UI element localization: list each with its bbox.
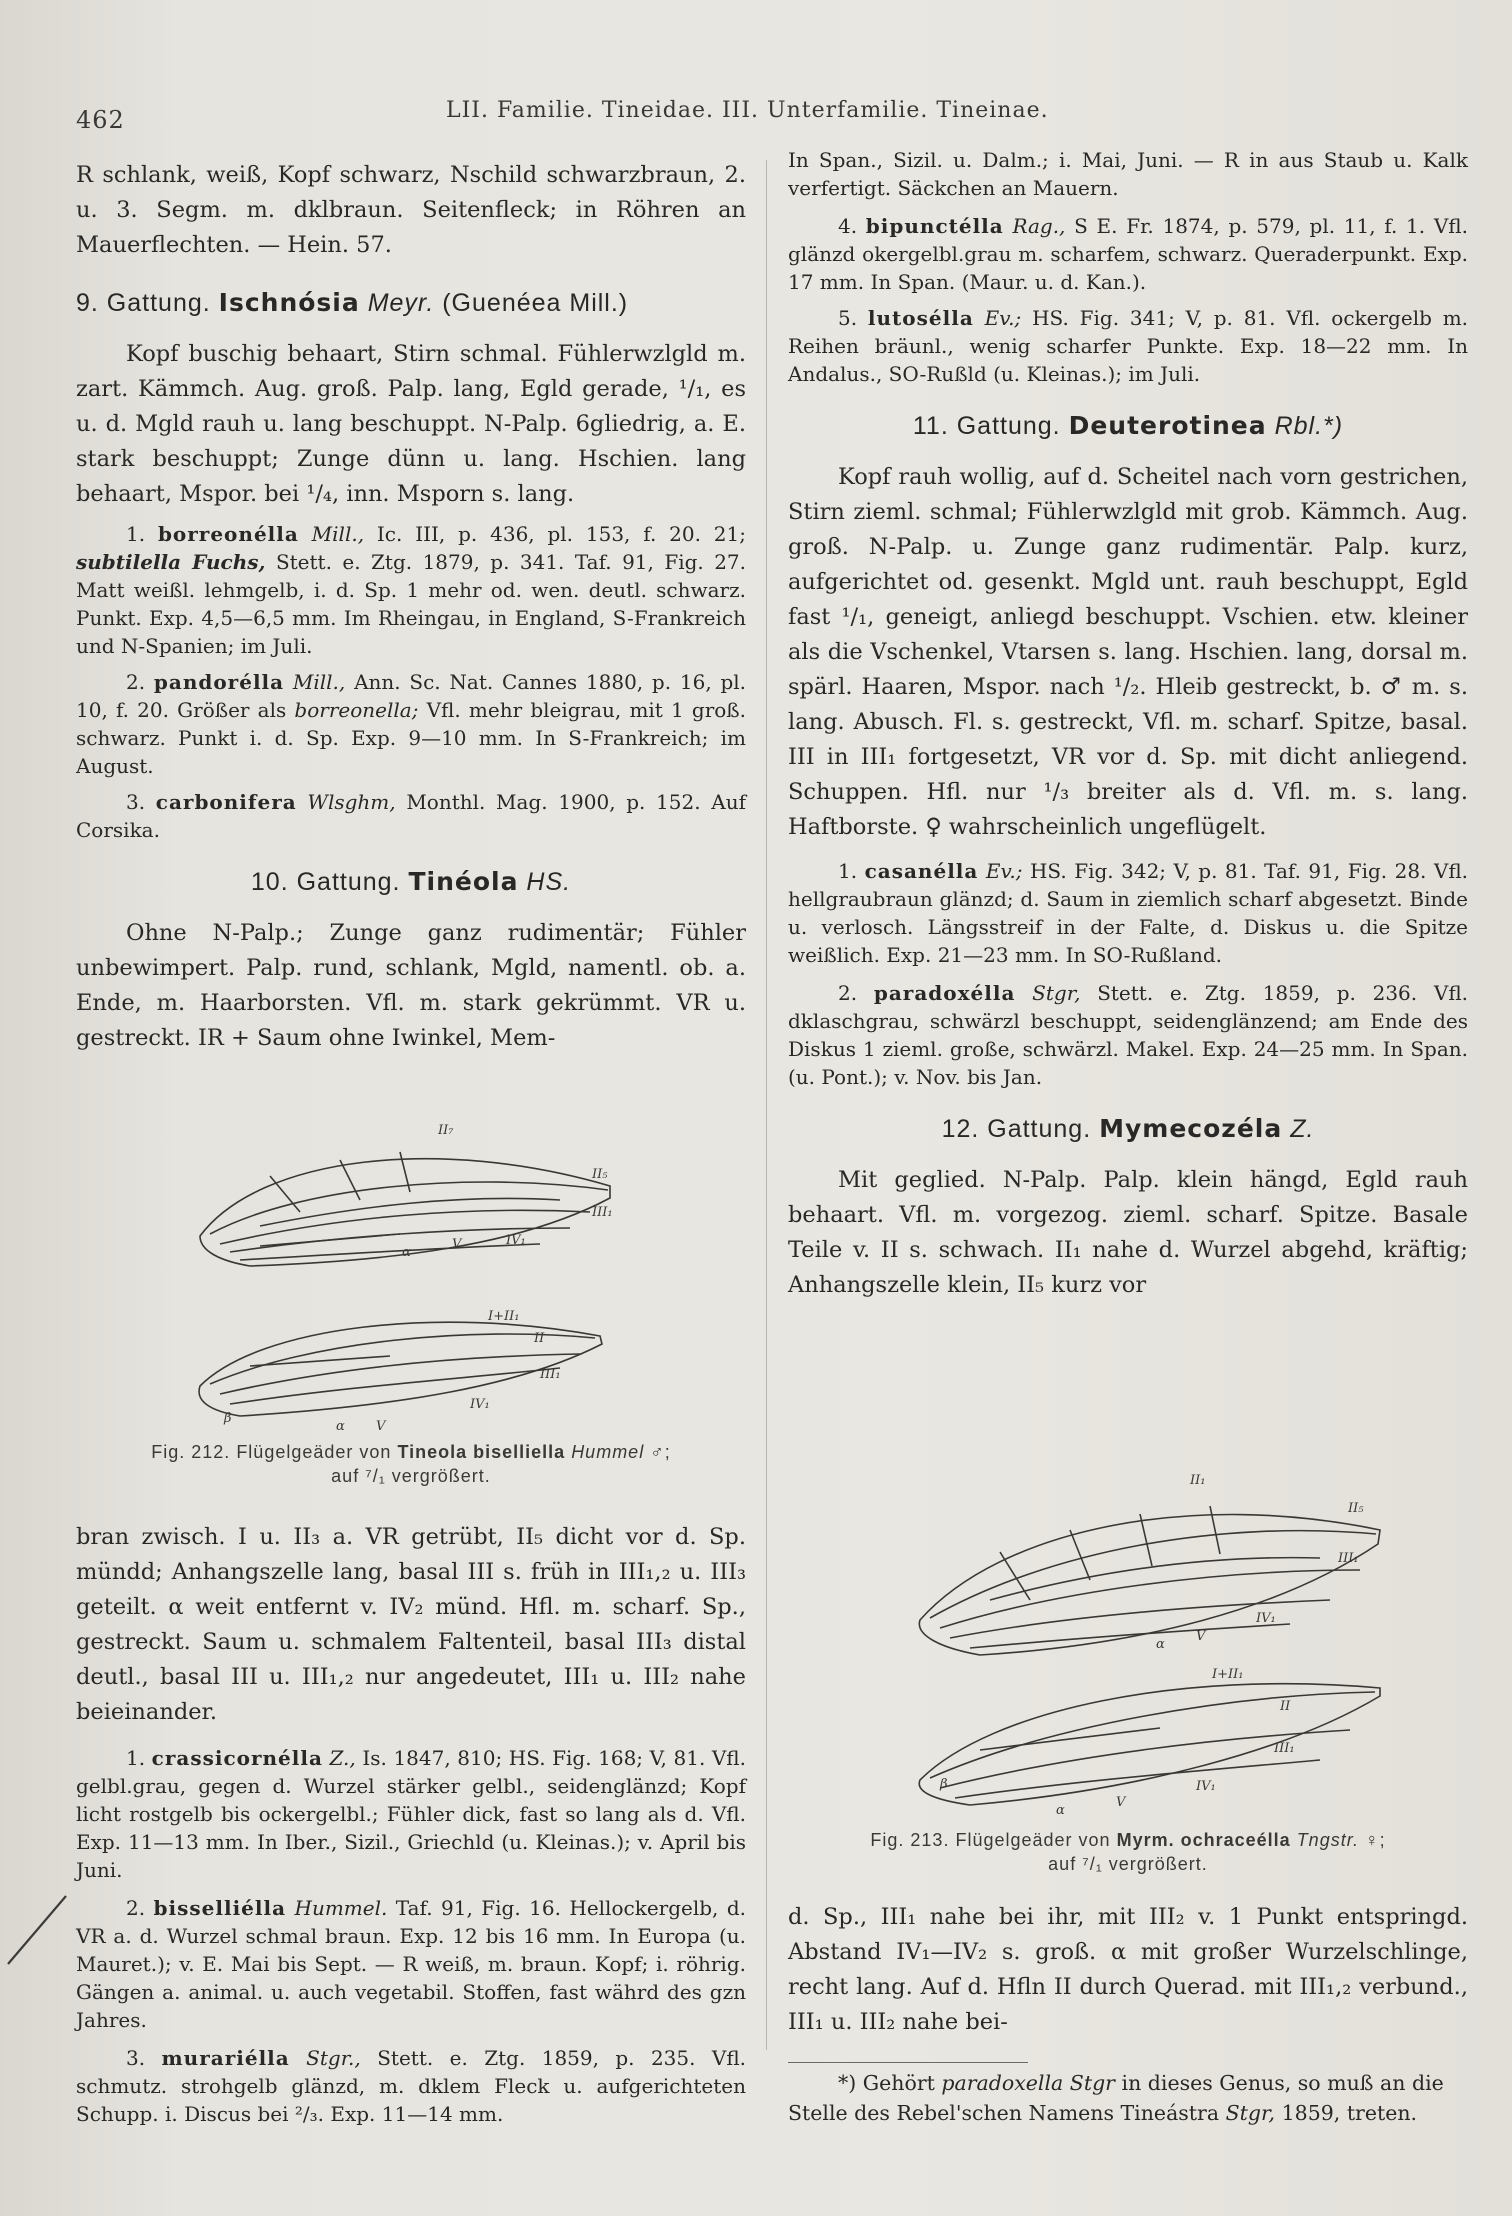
left-column: [76, 158, 746, 1056]
figure-caption: Fig. 212. Flügelgeäder von Tineola biselliella Hummel ♂; auf ⁷/₁ vergrößert.: [151, 1442, 671, 1486]
vein-label: α: [1056, 1803, 1065, 1818]
species-entry: 1. borreonélla Mill., Ic. III, p. 436, pl. 153, f. 20. 21; subtilella Fuchs, Stett. e. Ztg. 1879, p. 341. Taf. 91, Fig. 27. Matt weißl. lehmgelb, i. d. Sp. 1 mehr od. wen. deutl. schwarz. Punkt. Exp. 4,5—6,5 mm. Im Rheingau, in England, S-Frankreich und N-Spanien; im Juli.: [76, 522, 747, 658]
vein-label: β: [940, 1777, 948, 1792]
vein-label: II₅: [592, 1167, 608, 1182]
genus-heading: 11. Gattung. Deuterotinea Rbl.*): [912, 411, 1344, 440]
right-column: [788, 146, 1468, 1303]
vein-label: V: [1196, 1629, 1206, 1644]
figure-212: [140, 1116, 640, 1444]
wing-venation-diagram: [140, 1116, 640, 1444]
vein-label: III₁: [1338, 1551, 1359, 1566]
genus-heading: 12. Gattung. Mymecozéla Z.: [941, 1114, 1315, 1143]
vein-label: α: [1156, 1637, 1165, 1652]
figure-213: [860, 1470, 1420, 1820]
vein-label: IV₁: [470, 1397, 490, 1412]
genus-description: Mit geglied. N-Palp. Palp. klein hängd, Egld rauh behaart. Vfl. m. vorgezog. zieml. scharf. Spitze. Basale Teile v. II s. schwach. II₁ nahe d. Wurzel abgehd, kräftig; Anhangszelle klein, II₅ kurz vor: [788, 1167, 1468, 1298]
figure-caption: Fig. 213. Flügelgeäder von Myrm. ochraceélla Tngstr. ♀; auf ⁷/₁ vergrößert.: [870, 1830, 1386, 1874]
vein-label: I+II₁: [1212, 1667, 1244, 1682]
vein-label: II: [534, 1331, 545, 1346]
species-entry: 4. bipunctélla Rag., S E. Fr. 1874, p. 579, pl. 11, f. 1. Vfl. glänzd okergelbl.grau m. scharfem, schwarz. Queraderpunkt. Exp. 17 mm. In Span. (Maur. u. d. Kan.).: [788, 214, 1468, 294]
species-entry: 2. paradoxélla Stgr, Stett. e. Ztg. 1859, p. 236. Vfl. dklaschgrau, schwärzl beschuppt, seidenglänzend; am Ende des Diskus 1 zieml. große, schwärzl. Makel. Exp. 24—25 mm. In Span. (u. Pont.); v. Nov. bis Jan.: [788, 981, 1469, 1089]
genus-description: Kopf buschig behaart, Stirn schmal. Fühlerwzlgld m. zart. Kämmch. Aug. groß. Palp. lang, Egld gerade, ¹/₁, es u. d. Mgld rauh u. lang beschuppt. N-Palp. 6gliedrig, a. E. stark beschuppt; Zunge dünn u. lang. Hschien. lang behaart, Mspor. bei ¹/₄, inn. Msporn s. lang.: [76, 341, 746, 507]
paragraph: bran zwisch. I u. II₃ a. VR getrübt, II₅ dicht vor d. Sp. mündd; Anhangszelle lang, basal III s. früh in III₁,₂ u. III₃ geteilt. α weit entfernt v. IV₂ münd. Hfl. m. scharf. Sp., gestreckt. Saum u. schmalem Faltenteil, basal III₃ distal deutl., basal III u. III₁,₂ nur angedeutet, III₁ u. III₂ nahe beieinander.: [76, 1524, 746, 1725]
vein-label: II₇: [438, 1123, 454, 1138]
vein-label: β: [224, 1411, 232, 1426]
vein-label: II₁: [1190, 1473, 1206, 1488]
genus-description: Kopf rauh wollig, auf d. Scheitel nach vorn gestrichen, Stirn zieml. schmal; Fühlerwzlgld mit grob. Kämmch. Aug. groß. N-Palp. u. Zunge ganz rudimentär. Palp. kurz, aufgerichtet od. gesenkt. Mgld unt. rauh beschuppt, Egld fast ¹/₁, geneigt, anliegd beschuppt. Vschien. etw. kleiner als die Vschenkel, Vtarsen s. lang. Hschien. lang, dorsal m. spärl. Haaren, Mspor. nach ¹/₂. Hleib gestreckt, b. ♂ m. s. lang. Abusch. Fl. s. gestreckt, Vfl. m. scharf. Spitze, basal. III in III₁ fortgesetzt, VR vor d. Sp. mit dicht anliegend. Schuppen. Hfl. nur ¹/₃ breiter als d. Vfl. m. s. lang. Haftborste. ♀ wahrscheinlich ungeflügelt.: [788, 464, 1468, 840]
genus-heading: 9. Gattung. Ischnósia Meyr. (Guenéea Mill.): [76, 288, 629, 317]
species-entry: 3. carbonifera Wlsghm, Monthl. Mag. 1900, p. 152. Auf Corsika.: [76, 790, 746, 842]
vein-label: V: [376, 1419, 386, 1434]
left-column-continued: [76, 1520, 746, 2128]
species-entry: 1. crassicornélla Z., Is. 1847, 810; HS. Fig. 168; V, 81. Vfl. gelbl.grau, gegen d. Wurzel stärker gelbl., seidenglänzd; Kopf licht rostgelb bis ockergelbl.; Fühler dick, fast so lang als d. Vfl. Exp. 11—13 mm. In Iber., Sizil., Griechld (u. Kleinas.); v. April bis Juni.: [76, 1746, 747, 1882]
genus-description: Ohne N-Palp.; Zunge ganz rudimentär; Fühler unbewimpert. Palp. rund, schlank, Mgld, namentl. ob. a. Ende, m. Haarborsten. Vfl. m. stark gekrümmt. VR u. gestreckt. IR + Saum ohne Iwinkel, Mem-: [76, 920, 746, 1051]
vein-label: III₁: [592, 1205, 613, 1220]
wing-venation-diagram: [860, 1470, 1420, 1820]
footnote: *) Gehört paradoxella Stgr in dieses Genus, so muß an die Stelle des Rebel'schen Namens Tineástra Stgr, 1859, treten.: [788, 2071, 1444, 2125]
species-entry: 3. murariélla Stgr., Stett. e. Ztg. 1859, p. 235. Vfl. schmutz. strohgelb glänzd, m. dklem Fleck u. aufgerichteten Schupp. i. Discus bei ²/₃. Exp. 11—14 mm.: [76, 2046, 747, 2126]
vein-label: V: [1116, 1795, 1126, 1810]
vein-label: α: [336, 1419, 345, 1434]
vein-label: I+II₁: [488, 1309, 520, 1324]
column-divider: [766, 160, 767, 2050]
vein-label: IV₁: [506, 1233, 526, 1248]
paragraph: d. Sp., III₁ nahe bei ihr, mit III₂ v. 1 Punkt entspringd. Abstand IV₁—IV₂ s. groß. α mit großer Wurzelschlinge, recht lang. Auf d. Hfln II durch Querad. mit III₁,₂ verbund., III₁ u. III₂ nahe bei-: [788, 1904, 1468, 2035]
vein-label: α: [402, 1245, 411, 1260]
vein-label: II: [1280, 1699, 1291, 1714]
vein-label: V: [452, 1237, 462, 1252]
footnote-rule: [788, 2062, 1028, 2063]
right-column-continued: [788, 1900, 1468, 2040]
vein-label: III₁: [540, 1367, 561, 1382]
paragraph: In Span., Sizil. u. Dalm.; i. Mai, Juni. — R in aus Staub u. Kalk verfertigt. Säckchen an Mauern.: [788, 148, 1468, 200]
genus-heading: 10. Gattung. Tinéola HS.: [250, 867, 572, 896]
pencil-mark: [4, 1888, 74, 1968]
paragraph: R schlank, weiß, Kopf schwarz, Nschild schwarzbraun, 2. u. 3. Segm. m. dklbraun. Seitenfleck; in Röhren an Mauerflechten. — Hein. 57.: [76, 162, 746, 258]
vein-label: IV₁: [1196, 1779, 1216, 1794]
vein-label: III₁: [1274, 1741, 1295, 1756]
species-entry: 2. bisselliélla Hummel. Taf. 91, Fig. 16. Hellockergelb, d. VR a. d. Wurzel schmal braun. Exp. 12 bis 16 mm. In Europa (u. Mauret.); v. E. Mai bis Sept. — R weiß, m. braun. Kopf; i. röhrig. Gängen a. animal. u. auch vegetabil. Stoffen, fast währd des gzn Jahres.: [76, 1896, 747, 2032]
vein-label: IV₁: [1256, 1611, 1276, 1626]
running-title: LII. Familie. Tineidae. III. Unterfamilie. Tineinae.: [446, 98, 1049, 123]
species-entry: 1. casanélla Ev.; HS. Fig. 342; V, p. 81. Taf. 91, Fig. 28. Vfl. hellgraubraun glänzd; d. Saum in ziemlich scharf abgesetzt. Binde u. verlosch. Längsstreif in der Falte, d. Diskus u. die Spitze weißlich. Exp. 21—23 mm. In SO-Rußland.: [788, 859, 1469, 967]
species-entry: 5. lutosélla Ev.; HS. Fig. 341; V, p. 81. Vfl. ockergelb m. Reihen bräunl., wenig scharfer Punkte. Exp. 18—22 mm. In Andalus., SO-Rußld (u. Kleinas.); im Juli.: [788, 306, 1469, 386]
page-number: 462: [76, 106, 125, 134]
vein-label: II₅: [1348, 1501, 1364, 1516]
species-entry: 2. pandorélla Mill., Ann. Sc. Nat. Cannes 1880, p. 16, pl. 10, f. 20. Größer als borreonella; Vfl. mehr bleigrau, mit 1 groß. schwarz. Punkt i. d. Sp. Exp. 9—10 mm. In S-Frankreich; im August.: [76, 670, 747, 778]
